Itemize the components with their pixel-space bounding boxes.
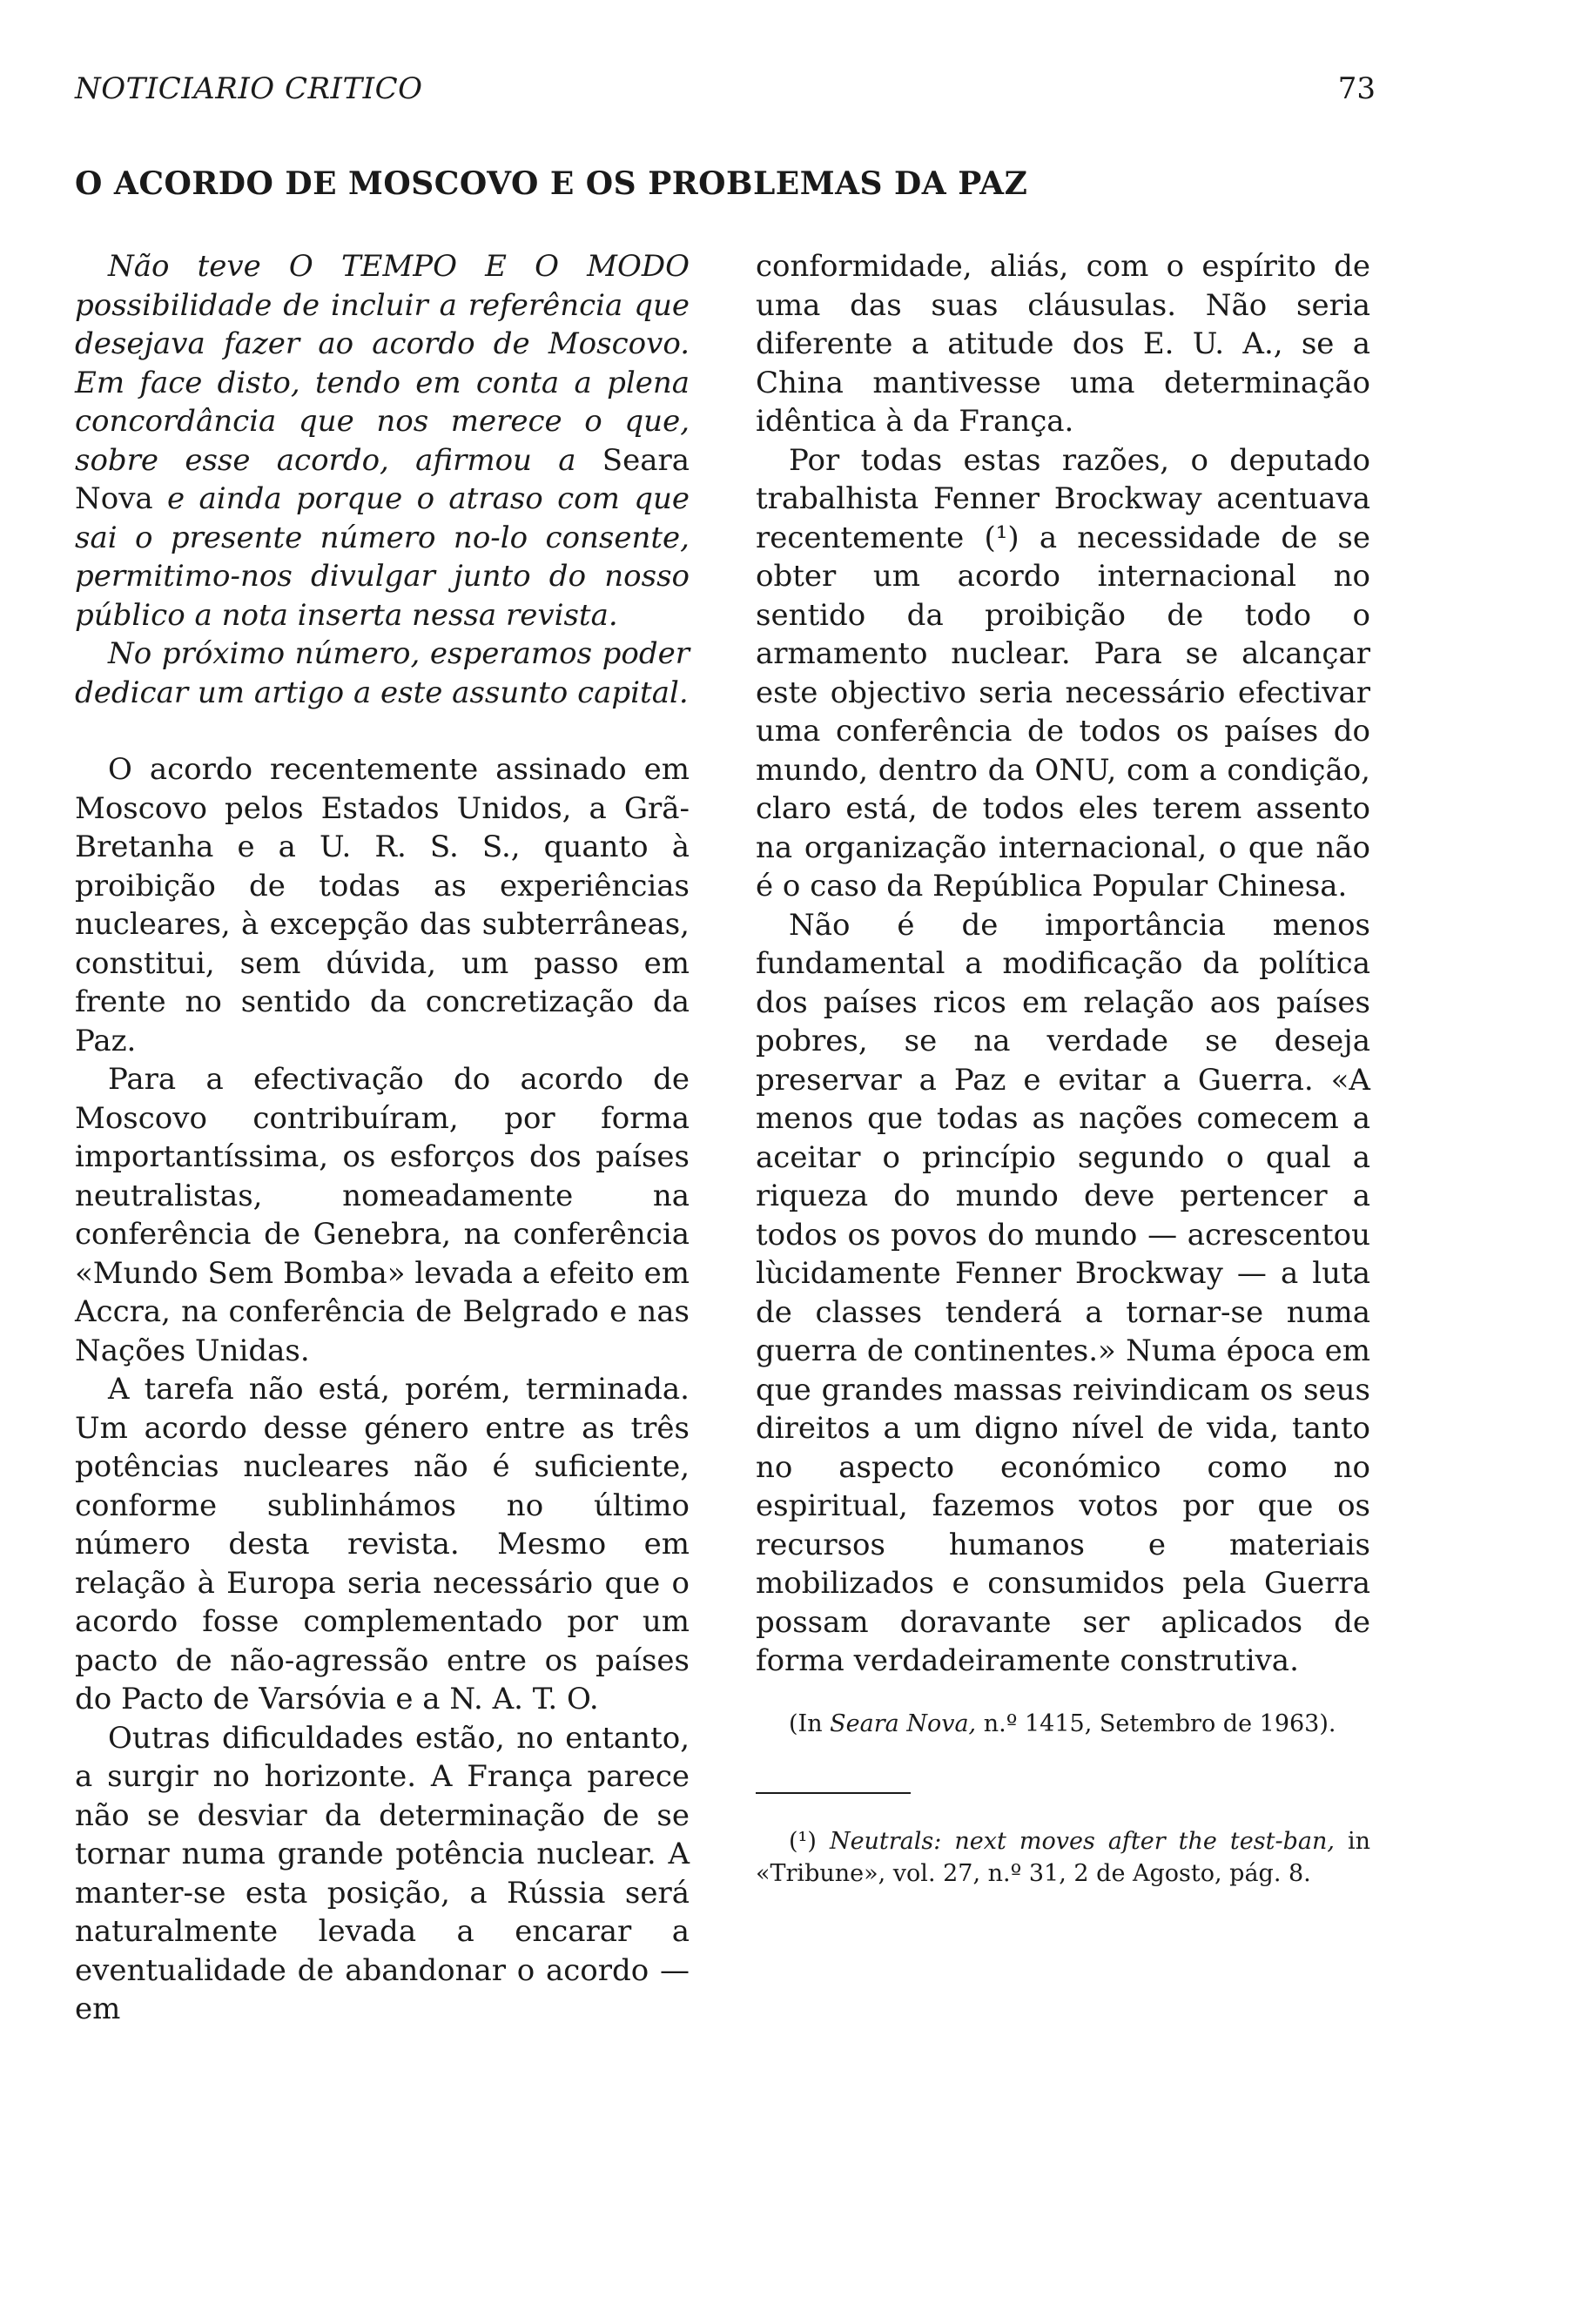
footnote-text: in «Tribune», vol. 27, n.º 31, 2 de Agosto, pág. 8. (756, 1827, 1371, 1887)
body-paragraph: Não é de importância menos fundamental a modificação da política dos países ricos em relação aos países pobres, se na verdade se deseja preservar a Paz e evitar a Guerra. «A menos que todas as nações comecem a aceitar o princípio segundo o qual a riqueza do mundo deve pertencer a todos os povos do mundo — acrescentou lùcidamente Fenner Brockway — a luta de classes tenderá a tornar-se numa guerra de continentes.» Numa época em que grandes massas reivindicam os seus direitos a um digno nível de vida, tanto no aspecto económico como no espiritual, fazemos votos por que os recursos humanos e materiais mobilizados e consumidos pela Guerra possam doravante ser aplicados de forma verdadeiramente construtiva. (756, 907, 1370, 1678)
editorial-note (75, 247, 690, 712)
citation-text: (In (789, 1709, 831, 1737)
citation-text: n.º 1415, Setembro de 1963). (976, 1709, 1336, 1737)
note-paragraph (75, 247, 690, 635)
left-column (75, 247, 690, 2029)
journal-name: Seara Nova, (830, 1709, 977, 1737)
note-paragraph: No próximo número, esperamos poder dedicar um artigo a este assunto capital. (75, 636, 690, 710)
body-paragraph (756, 441, 1370, 906)
footnote-divider (756, 1792, 911, 1794)
body-paragraph: O acordo recentemente assinado em Moscovo pelos Estados Unidos, a Grã-Bretanha e a U. R. S. S., quanto à proibição de todas as experiências nucleares, à excepção das subterrâneas, constitui, sem dúvida, um passo em frente no sentido da concretização da Paz. (75, 752, 690, 1058)
footnote-title: Neutrals: next moves after the test-ban, (829, 1827, 1335, 1855)
note-text: e ainda porque o atraso com que sai o presente número no-lo consente, permitimo-nos divulgar junto do nosso público a nota inserta nessa revista. (75, 481, 690, 633)
footnote (756, 1825, 1370, 1890)
body-paragraph-continued: conformidade, aliás, com o espírito de uma das suas cláusulas. Não seria diferente a atitude dos E. U. A., se a China mantivesse uma determinação idêntica à da França. (756, 249, 1370, 439)
paragraph-text: a necessidade de se obter um acordo internacional no sentido da proibição de todo o armamento nuclear. Para se alcançar este objectivo seria necessário efectivar uma conferência de todos os países do mundo, dentro da ONU, com a condição, claro está, de todos eles terem assento na organização internacional, o que não é o caso da República Popular Chinesa. (756, 520, 1370, 903)
paragraph-text: Por todas estas razões, o deputado trabalhista Fenner Brockway acentuava recentemente (756, 442, 1370, 555)
right-column (756, 247, 1370, 1890)
journal-name: Seara Nova (75, 442, 690, 516)
body-paragraph: Outras dificuldades estão, no entanto, a surgir no horizonte. A França parece não se desviar da determinação de se tornar numa grande potência nuclear. A manter-se esta posição, a Rússia será naturalmente levada a encarar a eventualidade de abandonar o acordo — em (75, 1720, 690, 2026)
body-paragraph: A tarefa não está, porém, terminada. Um acordo desse género entre as três potências nucleares não é suficiente, conforme sublinhámos no último número desta revista. Mesmo em relação à Europa seria necessário que o acordo fosse complementado por um pacto de não-agressão entre os países do Pacto de Varsóvia e a N. A. T. O. (75, 1372, 690, 1716)
footnote-marker: (¹) (789, 1827, 817, 1855)
footnote-reference: (¹) (984, 520, 1019, 555)
running-title: NOTICIARIO CRITICO (75, 71, 423, 106)
article-title: O ACORDO DE MOSCOVO E OS PROBLEMAS DA PAZ (75, 165, 1028, 202)
source-citation (756, 1707, 1370, 1742)
body-paragraph: Para a efectivação do acordo de Moscovo contribuíram, por forma importantíssima, os esforços dos países neutralistas, nomeadamente na conferência de Genebra, na conferência «Mundo Sem Bomba» levada a efeito em Accra, na conferência de Belgrado e nas Nações Unidas. (75, 1062, 690, 1368)
note-text: Não teve O TEMPO E O MODO possibilidade de incluir a referência que desejava fazer ao acordo de Moscovo. Em face disto, tendo em conta a plena concordância que nos merece o que, sobre esse acordo, afirmou a (75, 249, 690, 478)
page-number: 73 (1337, 71, 1376, 106)
